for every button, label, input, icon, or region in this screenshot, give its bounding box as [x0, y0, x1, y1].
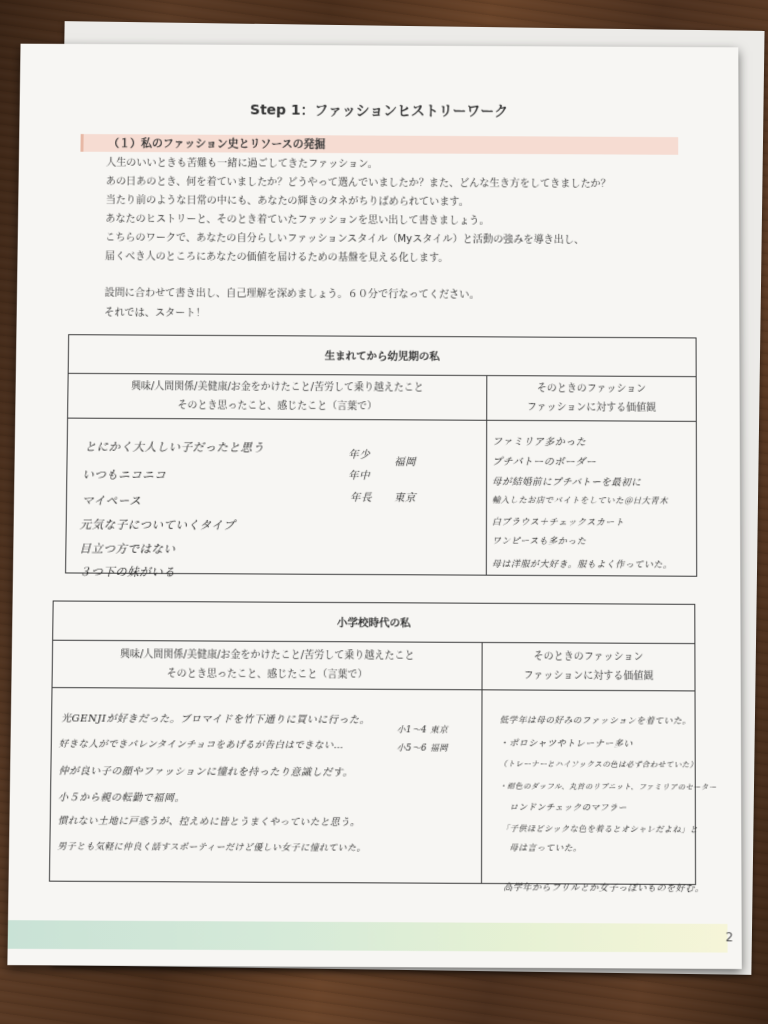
footer-decorative-band [8, 920, 728, 952]
handwritten-note: 光GENJIが好きだった。ブロマイドを竹下通りに買いに行った。 [61, 713, 371, 727]
instruction-line: 設問に合わせて書き出し、自己理解を深めましょう。６０分で行なってください。 [104, 287, 480, 301]
handwritten-footer-note: 高学年からフリルとか女子っぽいものを好む。 [503, 883, 705, 895]
intro-line: あなたのヒストリーと、そのとき着ていたファッションを思い出して書きましょう。 [105, 213, 490, 227]
handwritten-note: ワンピースも多かった [491, 536, 587, 548]
handwritten-note: 目立つ方ではない [79, 541, 176, 556]
handwritten-note: 年少 [348, 448, 371, 462]
handwritten-note: 母は洋服が大好き。服もよく作っていた。 [491, 559, 673, 571]
handwritten-note: 男子とも気軽に仲良く話すスポーティーだけど優しい女子に憧れていた。 [57, 842, 366, 854]
column-header-experiences [52, 640, 482, 690]
intro-line: 人生のいいときも苦難も一緒に過ごしてきたファッション。 [106, 157, 378, 170]
intro-line: あの日あのとき、何を着ていましたか？どうやって選んでいましたか？また、どんな生き方をしてきましたか？ [105, 176, 611, 190]
header-line: そのときのファッション [533, 651, 644, 663]
handwritten-note: 「子供ほどシックな色を着るとオシャレだよね」と [501, 824, 699, 835]
table-title: 小学校時代の私 [53, 601, 695, 644]
instructions [104, 284, 479, 326]
header-line: そのとき思ったこと、感じたこと（言葉で） [166, 668, 368, 681]
column-header-fashion [482, 642, 695, 690]
handwritten-note: 小1～4 東京 [396, 725, 449, 736]
handwritten-note: ファミリア多かった [492, 436, 587, 449]
section-heading: （１）私のファッション史とリソースの発掘 [108, 137, 326, 152]
header-line: 興味/人間関係/美健康/お金をかけたこと/苦労して乗り越えたこと [130, 381, 424, 394]
handwritten-note: 慣れない土地に戸惑うが、控えめに皆とうまくやっていたと思う。 [57, 815, 361, 829]
handwritten-note: 元気な子についていくタイプ [79, 517, 236, 533]
handwritten-note: 小５から親の転勤で福岡。 [58, 792, 186, 805]
worksheet-page [7, 44, 741, 969]
handwritten-note: 仲が良い子の顔やファッションに憧れを持ったり意識しだす。 [58, 765, 354, 779]
header-line: 興味/人間関係/美健康/お金をかけたこと/苦労して乗り越えたこと [119, 649, 415, 662]
header-line: そのとき思ったこと、感じたこと（言葉で） [177, 400, 378, 413]
column-header-fashion [487, 376, 697, 422]
intro-line: 届くべき人のところにあなたの価値を届けるための基盤を見える化します。 [104, 251, 449, 264]
handwritten-note: とにかく大人しい子だったと思う [84, 439, 265, 455]
header-line: そのときのファッション [536, 383, 647, 395]
handwritten-note: ３つ下の妹がいる [79, 564, 176, 580]
handwritten-note: 年長 [349, 491, 373, 504]
handwritten-note: 低学年は母の好みのファッションを着ていた。 [499, 715, 692, 727]
handwritten-note: ・紺色のダッフル、丸首のリブニット、ファミリアのセーター [499, 781, 717, 792]
header-line: ファッションに対する価値観 [526, 402, 657, 414]
handwritten-note: 輸入したお店でバイトをしていた＠日大青木 [491, 494, 668, 506]
intro-line: こちらのワークで、あなたの自分らしいファッションスタイル（Myスタイル）と活動の強みを導き出し、 [105, 232, 585, 246]
intro-text [105, 154, 721, 269]
page-title: Step 1：ファッションヒストリーワーク [250, 102, 508, 120]
handwritten-note: マイペース [81, 493, 142, 508]
handwritten-note: プチバトーのボーダー [492, 456, 597, 469]
intro-line: 当たり前のような日常の中にも、あなたの輝きのタネがちりばめられています。 [105, 195, 469, 208]
column-header-experiences [68, 373, 487, 420]
handwritten-note: 母は言っていた。 [509, 843, 582, 854]
handwritten-note: 白ブラウス＋チェックスカート [491, 517, 625, 529]
handwritten-note: いつもニコニコ [82, 467, 167, 482]
handwritten-note: 東京 [393, 492, 417, 505]
handwritten-note: 好きな人ができバレンタインチョコをあげるが告白はできない… [58, 738, 344, 752]
handwritten-note: 母が結婚前にプチバトーを最初に [492, 476, 642, 489]
page-number: 2 [725, 930, 734, 945]
table-title: 生まれてから幼児期の私 [68, 335, 696, 377]
header-line: ファッションに対する価値観 [523, 670, 654, 683]
handwritten-note: 年中 [348, 469, 371, 482]
instruction-line: それでは、スタート！ [104, 307, 206, 320]
handwritten-note: ・ポロシャツやトレーナー多い [499, 738, 633, 750]
handwritten-note: ロンドンチェックのマフラー [509, 802, 628, 814]
handwritten-note: （トレーナーとハイソックスの色は必ず合わせていた） [499, 759, 698, 770]
handwritten-note: 小5～6 福岡 [396, 743, 449, 754]
handwritten-note: 福岡 [394, 456, 417, 469]
